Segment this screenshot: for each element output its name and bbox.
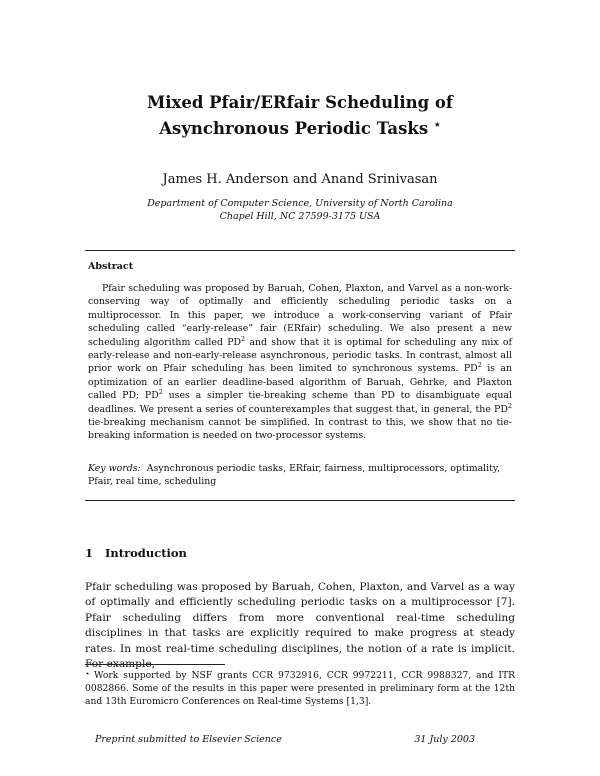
- intro-body: [85, 580, 515, 672]
- keywords-text: Asynchronous periodic tasks, ERfair, fairness, multiprocessors, optimality, Pfair, real time, scheduling: [88, 463, 500, 488]
- abstract-text-1: Pfair scheduling was proposed by Baruah, Cohen, Plaxton, and Varvel as a non-work-conserving way of optimally and efficiently scheduling periodic tasks on a multiprocessor. In this paper, we introduce a work-conserving variant of Pfair scheduling called “early-release” fair (ERfair) scheduling. We also present a new scheduling algorithm called PD: [88, 283, 512, 348]
- footnote-rule: [85, 664, 225, 665]
- abstract-body: [88, 282, 512, 443]
- abstract-bottom-rule: [85, 500, 515, 501]
- title-line-2-text: Asynchronous Periodic Tasks: [159, 119, 429, 138]
- footer-left: Preprint submitted to Elsevier Science: [95, 734, 282, 745]
- abstract-heading: Abstract: [88, 261, 134, 272]
- footnote-text: Work supported by NSF grants CCR 9732916, CCR 9972211, CCR 9988327, and ITR 0082866. Some of the results in this paper were presented in preliminary form at the 12th and 13th Euromicro Conferences on Real-time Systems [1,3].: [85, 670, 515, 707]
- footnote-star: ⋆: [85, 669, 91, 678]
- superscript-2: 2: [507, 401, 512, 410]
- superscript-2: 2: [158, 388, 163, 397]
- footnote-paragraph: [85, 667, 515, 708]
- superscript-2: 2: [241, 334, 246, 343]
- footnote: [85, 667, 515, 708]
- section-title: Introduction: [105, 546, 187, 560]
- abstract-text-5: tie-breaking mechanism cannot be simplified. In contrast to this, we show that no tie-breaking information is needed on two-processor systems.: [88, 417, 512, 442]
- abstract-text-3: is an optimization of an earlier deadline-based algorithm of Baruah, Gehrke, and Plaxton called PD; PD: [88, 363, 512, 402]
- abstract-top-rule: [85, 250, 515, 251]
- abstract-paragraph: [88, 282, 512, 443]
- paper-title: [0, 92, 600, 140]
- section-number: 1: [85, 546, 94, 560]
- superscript-2: 2: [477, 361, 482, 370]
- page-footer: [95, 734, 475, 745]
- keywords: [88, 462, 512, 489]
- affiliation-line-2: Chapel Hill, NC 27599-3175 USA: [219, 211, 381, 222]
- abstract-text-2: and show that it is optimal for scheduling any mix of early-release and non-early-release asynchronous, periodic tasks. In contrast, almost all prior work on Pfair scheduling has been limited to synchronous systems. PD: [88, 336, 512, 375]
- authors: James H. Anderson and Anand Srinivasan: [162, 172, 438, 187]
- section-heading: [85, 546, 187, 560]
- abstract-text-4: uses a simpler tie-breaking scheme than PD to disambiguate equal deadlines. We present a series of counterexamples that suggest that, in general, the PD: [88, 390, 512, 415]
- intro-paragraph: Pfair scheduling was proposed by Baruah, Cohen, Plaxton, and Varvel as a way of optimally and efficiently scheduling periodic tasks on a multiprocessor [7]. Pfair scheduling differs from more conventional real-time scheduling disciplines in that tasks are explicitly required to make progress at steady rates. In most real-time scheduling disciplines, the notion of a rate is implicit. For example,: [85, 581, 515, 671]
- title-line-2: [0, 114, 600, 140]
- title-footnote-star: ⋆: [433, 118, 441, 131]
- keywords-label: Key words:: [88, 463, 141, 474]
- title-line-1: Mixed Pfair/ERfair Scheduling of: [146, 93, 454, 112]
- affiliation: [0, 197, 600, 223]
- affiliation-line-1: Department of Computer Science, University of North Carolina: [147, 198, 453, 209]
- footer-date: 31 July 2003: [414, 734, 475, 745]
